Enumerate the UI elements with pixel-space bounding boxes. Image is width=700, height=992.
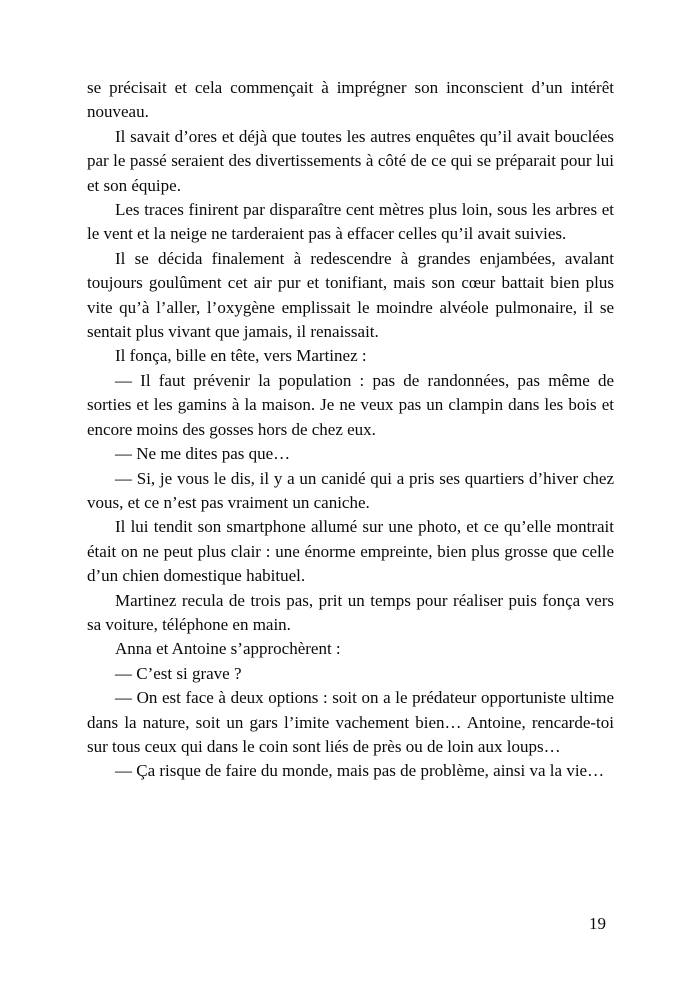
paragraph: se précisait et cela commençait à imprégner son inconscient d’un intérêt nouveau. xyxy=(87,78,614,122)
paragraph: Les traces finirent par disparaître cent mètres plus loin, sous les arbres et le vent et la neige ne tarderaient pas à effacer celles qu’il avait suivies. xyxy=(87,200,614,244)
paragraph: — Ne me dites pas que… xyxy=(115,444,291,464)
page-text xyxy=(87,76,614,784)
paragraph: Il lui tendit son smartphone allumé sur une photo, et ce qu’elle montrait était on ne peut plus clair : une énorme empreinte, bien plus grosse que celle d’un chien domestique habituel. xyxy=(87,517,614,586)
page-number-value: 19 xyxy=(589,914,606,933)
paragraph: Il se décida finalement à redescendre à grandes enjambées, avalant toujours goulûment cet air pur et tonifiant, mais son cœur battait bien plus vite qu’à l’aller, l’oxygène emplissait le moindre alvéole pulmonaire, il se sentait plus vivant que jamais, il renaissait. xyxy=(87,248,614,342)
paragraph: Anna et Antoine s’approchèrent : xyxy=(115,639,341,659)
paragraph: Il savait d’ores et déjà que toutes les autres enquêtes qu’il avait bouclées par le passé seraient des divertissements à côté de ce qui se préparait pour lui et son équipe. xyxy=(87,126,614,195)
paragraph: Il fonça, bille en tête, vers Martinez : xyxy=(115,346,367,366)
paragraph: — On est face à deux options : soit on a le prédateur opportuniste ultime dans la nature, soit un gars l’imite vachement bien… Antoine, rencarde-toi sur tous ceux qui dans le coin sont liés de près ou de loin aux loups… xyxy=(87,688,614,756)
paragraph: — Si, je vous le dis, il y a un canidé qui a pris ses quartiers d’hiver chez vous, et ce n’est pas vraiment un caniche. xyxy=(87,468,614,512)
page-number xyxy=(87,912,614,936)
paragraph: — Ça risque de faire du monde, mais pas de problème, ainsi va la vie… xyxy=(115,761,605,781)
paragraph: — C’est si grave ? xyxy=(115,663,242,683)
paragraph: — Il faut prévenir la population : pas de randonnées, pas même de sorties et les gamins à la maison. Je ne veux pas un clampin dans les bois et encore moins des gosses hors de chez eux. xyxy=(87,370,614,439)
paragraph: Martinez recula de trois pas, prit un temps pour réaliser puis fonça vers sa voiture, téléphone en main. xyxy=(87,590,614,634)
